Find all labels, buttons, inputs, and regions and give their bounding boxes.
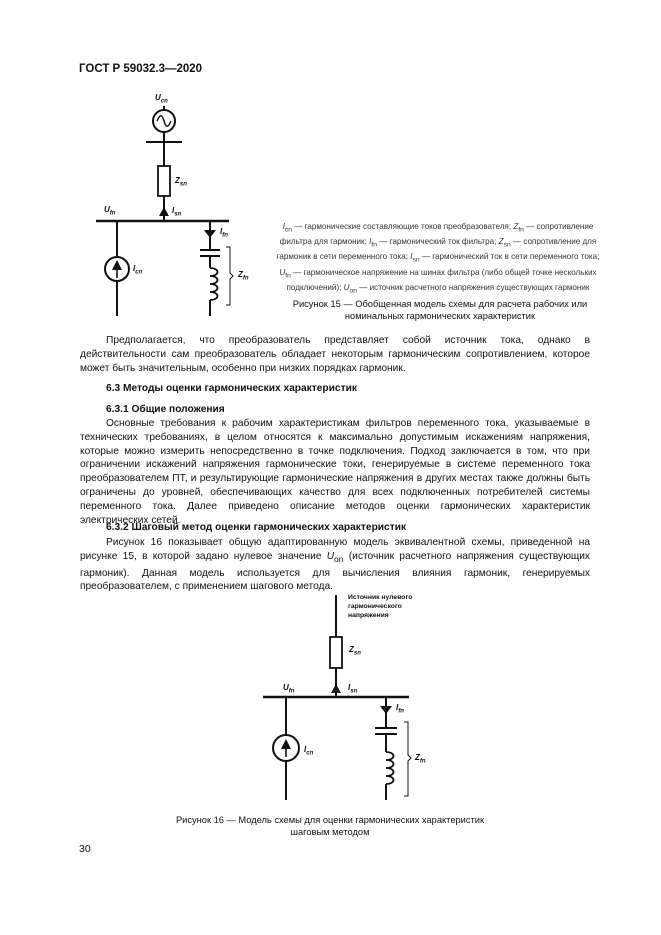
inductor-coil <box>210 268 218 300</box>
f16-zfn-brace <box>404 722 411 796</box>
page-number: 30 <box>79 843 91 855</box>
f16-label-ifn: $I_{fn}$ <box>396 703 404 715</box>
label-isn: $I_{sn}$ <box>172 206 182 218</box>
label-icn: $I_{cn}$ <box>133 264 143 276</box>
zsn-resistor <box>158 166 170 196</box>
figure-16-circuit <box>263 595 411 800</box>
section-6-3-1-heading: 6.3.1 Общие положения <box>106 404 225 415</box>
ac-wave-icon <box>157 116 171 127</box>
ifn-arrow-icon <box>204 230 216 238</box>
paragraph-general-requirements: Основные требования к рабочим характеристикам фильтров переменного тока, указываемые в технических требованиях, в целом относятся к максимально допустимым искажениям напряжения, которые можно измерить непосредственно в точке подключения. Подход заключается в том, что при ограничении искажений напряжения гармонические токи, генерируемые в системе переменного тока преобразователем ПТ, и результирующие гармонические напряжения в других местах также должны быть ограничены до уровней, обеспечивающих качество для всех подключенных потребителей системы переменного тока. Далее приведено описание методов оценки гармонических характеристик электрических сетей. <box>80 418 590 526</box>
document-header: ГОСТ Р 59032.3—2020 <box>79 63 203 75</box>
zero-source-label: Источник нулевого гармонического напряжения <box>348 594 413 620</box>
figure-15-caption: Рисунок 15 — Обобщенная модель схемы для расчета рабочих или номинальных гармонических характеристик <box>292 299 588 322</box>
f16-label-zsn: $Z_{sn}$ <box>349 645 361 657</box>
f16-label-zfn: $Z_{fn}$ <box>415 753 426 765</box>
figure-15-legend: $I_{cn}$ — гармонические составляющие токов преобразователя; $Z_{fn}$ — сопротивление фильтра для гармоник; $I_{fn}$ — гармонический ток фильтра; $Z_{sn}$ — сопротивление для гармоник в сети переменного тока; $I_{sn}$ — гармонический ток в сети переменного тока; $U_{fn}$ — гармоническое напряжение на шинах фильтра (либо общей точке нескольких подключений); $U_{on}$ — источник расчетного напряжения существующих гармоник <box>276 222 600 295</box>
f16-label-icn: $I_{cn}$ <box>304 745 314 757</box>
f16-ifn-arrow-icon <box>380 706 392 714</box>
f16-label-ufn: $U_{fn}$ <box>283 683 295 695</box>
f16-inductor-coil <box>386 752 394 784</box>
f16-isn-arrow-icon <box>331 684 341 693</box>
figure-16-caption: Рисунок 16 — Модель схемы для оценки гармонических характеристик шаговым методом <box>175 815 485 838</box>
label-zfn: $Z_{fn}$ <box>238 270 249 282</box>
label-zsn: $Z_{sn}$ <box>175 176 187 188</box>
f16-zsn-resistor <box>330 637 342 668</box>
label-ucn: $U_{cn}$ <box>155 93 168 105</box>
zfn-brace <box>226 247 233 305</box>
f16-label-isn: $I_{sn}$ <box>348 683 358 695</box>
section-6-3-2-heading: 6.3.2 Шаговый метод оценки гармонических характеристик <box>106 522 407 533</box>
label-ufn: $U_{fn}$ <box>104 205 116 217</box>
paragraph-converter-source: Предполагается, что преобразователь представляет собой источник тока, однако в действительности сам преобразователь обладает некоторым гармоническим сопротивлением, которое может быть значительным, особенно при низких порядках гармоник. <box>80 335 590 374</box>
isn-arrow-icon <box>159 207 169 216</box>
paragraph-step-method: Рисунок 16 показывает общую адаптированную модель эквивалентной схемы, приведенной на рисунке 15, в которой задано нулевое значение $U_{on}$ (источник расчетного напряжения существующих гармоник). Данная модель используется для вычисления влияния гармоник, генерируемых преобразователем, с применением шагового метода. <box>80 537 591 593</box>
label-ifn: $I_{fn}$ <box>220 227 228 239</box>
section-6-3-heading: 6.3 Методы оценки гармонических характеристик <box>106 383 357 394</box>
